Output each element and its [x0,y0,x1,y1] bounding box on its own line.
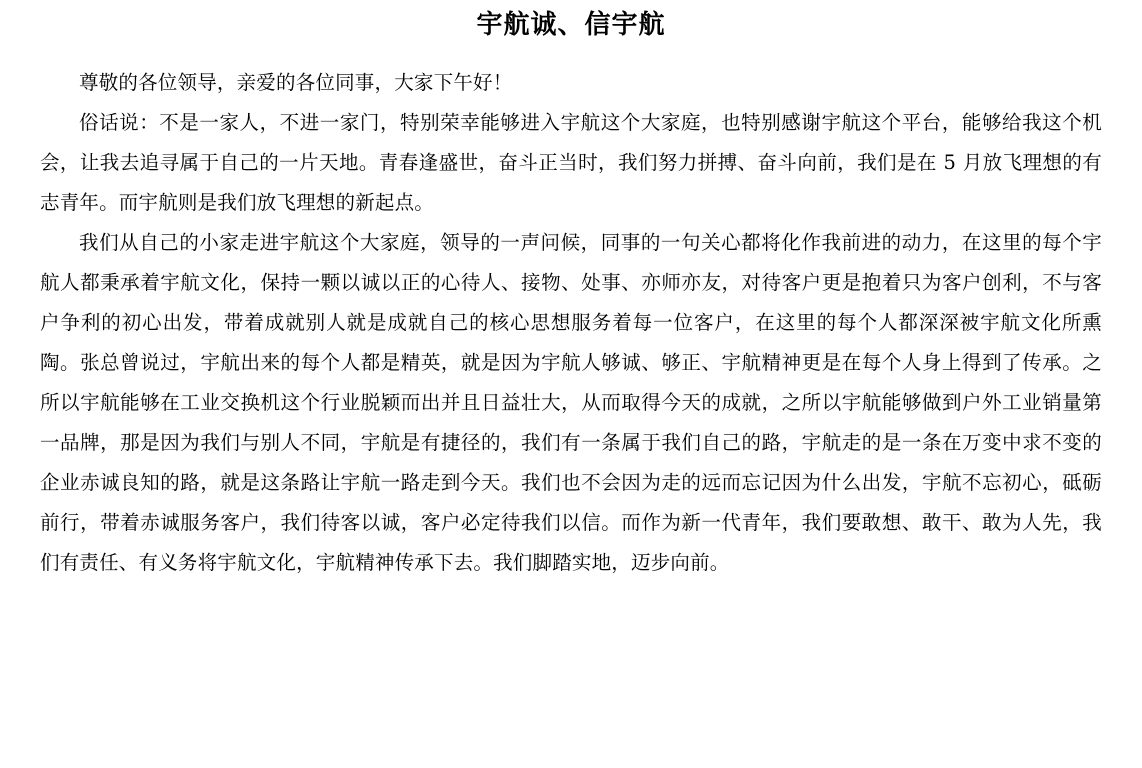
document-title: 宇航诚、信宇航 [476,10,666,40]
paragraph-greeting: 尊敬的各位领导，亲爱的各位同事，大家下午好！ [79,71,513,95]
document-body [40,63,1102,583]
paragraph-main: 我们从自己的小家走进宇航这个大家庭，领导的一声问候，同事的一句关心都将化作我前进的动力，在这里的每个宇航人都秉承着宇航文化，保持一颗以诚以正的心待人、接物、处事、亦师亦友，对待客户更是抱着只为客户创利，不与客户争利的初心出发，带着成就别人就是成就自己的核心思想服务着每一位客户，在这里的每个人都深深被宇航文化所熏陶。张总曾说过，宇航出来的每个人都是精英，就是因为宇航人够诚、够正、宇航精神更是在每个人身上得到了传承。之所以宇航能够在工业交换机这个行业脱颖而出并且日益壮大，从而取得今天的成就，之所以宇航能够做到户外工业销量第一品牌，那是因为我们与别人不同，宇航是有捷径的，我们有一条属于我们自己的路，宇航走的是一条在万变中求不变的企业赤诚良知的路，就是这条路让宇航一路走到今天。我们也不会因为走的远而忘记因为什么出发，宇航不忘初心，砥砺前行，带着赤诚服务客户，我们待客以诚，客户必定待我们以信。而作为新一代青年，我们要敢想、敢干、敢为人先，我们有责任、有义务将宇航文化，宇航精神传承下去。我们脚踏实地，迈步向前。 [40,231,1102,575]
paragraph-intro: 俗话说：不是一家人，不进一家门，特别荣幸能够进入宇航这个大家庭，也特别感谢宇航这个平台，能够给我这个机会，让我去追寻属于自己的一片天地。青春逢盛世，奋斗正当时，我们努力拼搏、奋斗向前，我们是在 5 月放飞理想的有志青年。而宇航则是我们放飞理想的新起点。 [40,111,1102,215]
document-page [0,10,1142,768]
